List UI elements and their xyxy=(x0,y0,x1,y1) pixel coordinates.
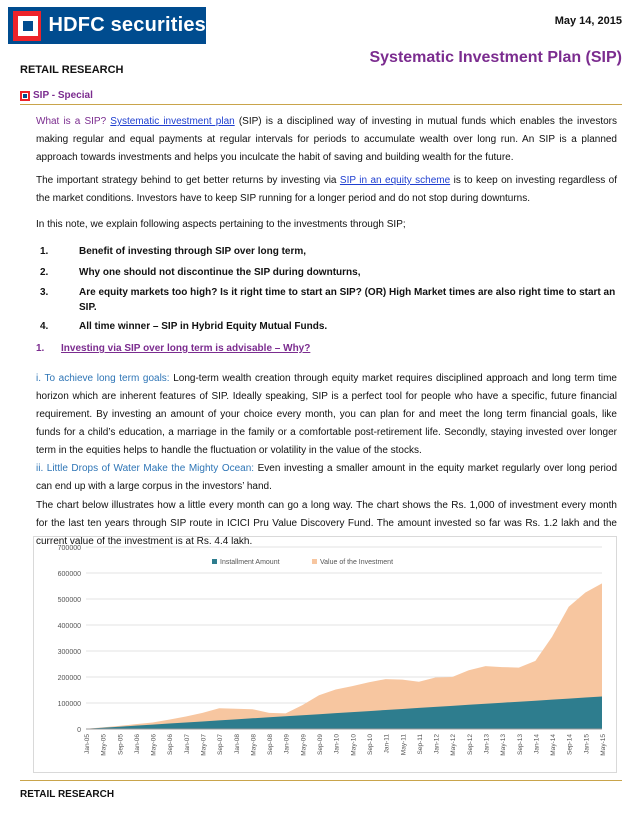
retail-research-label: RETAIL RESEARCH xyxy=(20,64,124,76)
y-tick-label: 0 xyxy=(77,727,81,734)
list-text: Benefit of investing through SIP over long term, xyxy=(79,246,307,257)
x-tick-label: Jan-06 xyxy=(133,734,141,754)
goals-lead: i. To achieve long term goals: xyxy=(36,373,170,384)
x-tick-label: Sep-13 xyxy=(516,734,524,755)
footer-retail-research: RETAIL RESEARCH xyxy=(20,789,115,800)
list-text: Why one should not discontinue the SIP during downturns, xyxy=(79,267,361,278)
x-tick-label: May-07 xyxy=(200,734,208,756)
list-text: Are equity markets too high? Is it right time to start an SIP? (OR) High Market times are also right time to start an SIP. xyxy=(79,287,616,313)
x-tick-label: Jan-07 xyxy=(183,734,191,754)
x-tick-label: Jan-13 xyxy=(483,734,491,754)
sip-definition-link[interactable]: Systematic investment plan xyxy=(110,116,235,127)
legend-swatch xyxy=(212,559,217,564)
x-tick-label: Sep-11 xyxy=(416,734,424,755)
legend-label: Value of the Investment xyxy=(320,559,394,566)
section-1-title: Investing via SIP over long term is advisable – Why? xyxy=(61,343,311,354)
intro-paragraph xyxy=(36,113,617,167)
x-tick-label: Jan-15 xyxy=(583,734,591,754)
list-item xyxy=(40,285,617,315)
header-divider xyxy=(20,104,622,105)
x-tick-label: Sep-06 xyxy=(167,734,175,755)
drops-paragraph xyxy=(36,460,617,496)
sip-growth-chart xyxy=(33,536,617,773)
x-tick-label: May-12 xyxy=(450,734,458,756)
hdfc-logo-icon xyxy=(13,11,41,41)
x-tick-label: Sep-05 xyxy=(117,734,125,755)
section-label: SIP - Special xyxy=(33,90,93,101)
legend-swatch xyxy=(312,559,317,564)
goals-text: Long-term wealth creation through equity market requires disciplined approach and long term time horizon which are inherent features of SIP. Ideally speaking, SIP is a perfect tool for people who have a specific, future financial requirement. By investing an amount of your choice every month, you can plan for and meet the long term financial goals, like funds for a child’s education, a marriage in the family or a comfortable post-retirement life. Secondly, staying invested over longer term in the equities helps to handle the fluctuation or volatility in the value of the stocks. xyxy=(36,373,617,456)
list-number: 2. xyxy=(40,267,49,278)
x-tick-label: Sep-14 xyxy=(566,734,574,755)
section-heading xyxy=(20,90,93,101)
intro-question: What is a SIP? xyxy=(36,116,107,127)
list-text: All time winner – SIP in Hybrid Equity Mutual Funds. xyxy=(79,321,328,332)
list-number: 4. xyxy=(40,321,49,332)
x-tick-label: May-08 xyxy=(250,734,258,756)
drops-text: Even investing a smaller amount in the equity market regularly over long period can end up with a large corpus in the investors’ hand. xyxy=(36,463,617,492)
x-tick-label: Jan-10 xyxy=(333,734,341,754)
x-tick-label: Jan-08 xyxy=(233,734,241,754)
x-tick-label: Sep-07 xyxy=(217,734,225,755)
x-tick-label: Jan-14 xyxy=(533,734,541,754)
report-date: May 14, 2015 xyxy=(554,15,622,27)
hdfc-securities-logo xyxy=(8,7,206,44)
section-1-number: 1. xyxy=(36,343,45,354)
list-item xyxy=(40,244,617,259)
list-number: 3. xyxy=(40,287,49,298)
y-tick-label: 500000 xyxy=(57,597,81,604)
logo-text: HDFC securities xyxy=(48,14,206,36)
list-number: 1. xyxy=(40,246,49,257)
note-paragraph: In this note, we explain following aspects pertaining to the investments through SIP; xyxy=(36,219,406,230)
x-tick-label: Sep-12 xyxy=(466,734,474,755)
x-tick-label: Sep-08 xyxy=(267,734,275,755)
x-tick-label: May-14 xyxy=(550,734,558,756)
intro-text: (SIP) is a disciplined way of investing in mutual funds which enables the investors making regular and equal payments at regular intervals for periods to accumulate wealth over long run. An SIP is a planned approach towards investments and helps you inculcate the habit of saving and building wealth for the future. xyxy=(36,116,618,163)
x-tick-label: Sep-09 xyxy=(317,734,325,755)
section-1-heading xyxy=(36,343,310,354)
y-tick-label: 700000 xyxy=(57,545,81,552)
x-tick-label: Jan-05 xyxy=(84,734,91,754)
chart-intro-paragraph: The chart below illustrates how a little every month can go a long way. The chart shows the Rs. 1,000 of investment every month for the last ten years through SIP route in ICICI Pru Value Discovery Fund. The amount invested so far was Rs. 1.2 lakh and the current value of the investment is at Rs. 4.4 lakh. xyxy=(36,500,617,547)
strategy-paragraph xyxy=(36,172,617,208)
hdfc-mini-logo-icon xyxy=(20,91,30,101)
drops-lead: ii. Little Drops of Water Make the Mighty Ocean: xyxy=(36,463,255,474)
footer-divider xyxy=(20,780,622,781)
goals-paragraph xyxy=(36,370,617,460)
chart-canvas xyxy=(34,537,618,774)
y-tick-label: 200000 xyxy=(57,675,81,682)
x-tick-label: May-11 xyxy=(400,734,408,756)
report-title: Systematic Investment Plan (SIP) xyxy=(369,49,622,66)
x-tick-label: May-05 xyxy=(100,734,108,756)
x-tick-label: May-06 xyxy=(150,734,158,756)
strategy-text-post: is to keep on investing regardless of the market conditions. Investors have to keep SIP running for a longer period and do not stop during downturns. xyxy=(36,175,618,204)
x-tick-label: Sep-10 xyxy=(366,734,374,755)
sip-equity-scheme-link[interactable]: SIP in an equity scheme xyxy=(339,175,451,186)
y-tick-label: 400000 xyxy=(57,623,81,630)
y-tick-label: 300000 xyxy=(57,649,81,656)
x-tick-label: May-10 xyxy=(350,734,358,756)
strategy-text-pre: The important strategy behind to get better returns by investing via xyxy=(36,175,340,186)
legend-label: Installment Amount xyxy=(220,559,280,566)
list-item xyxy=(40,319,617,334)
x-tick-label: May-09 xyxy=(300,734,308,756)
y-tick-label: 600000 xyxy=(57,571,81,578)
list-item xyxy=(40,265,617,280)
x-tick-label: Jan-11 xyxy=(383,734,391,754)
x-tick-label: May-13 xyxy=(500,734,508,756)
x-tick-label: Jan-09 xyxy=(283,734,291,754)
y-tick-label: 100000 xyxy=(57,701,81,708)
x-tick-label: Jan-12 xyxy=(433,734,441,754)
x-tick-label: May-15 xyxy=(600,734,607,756)
